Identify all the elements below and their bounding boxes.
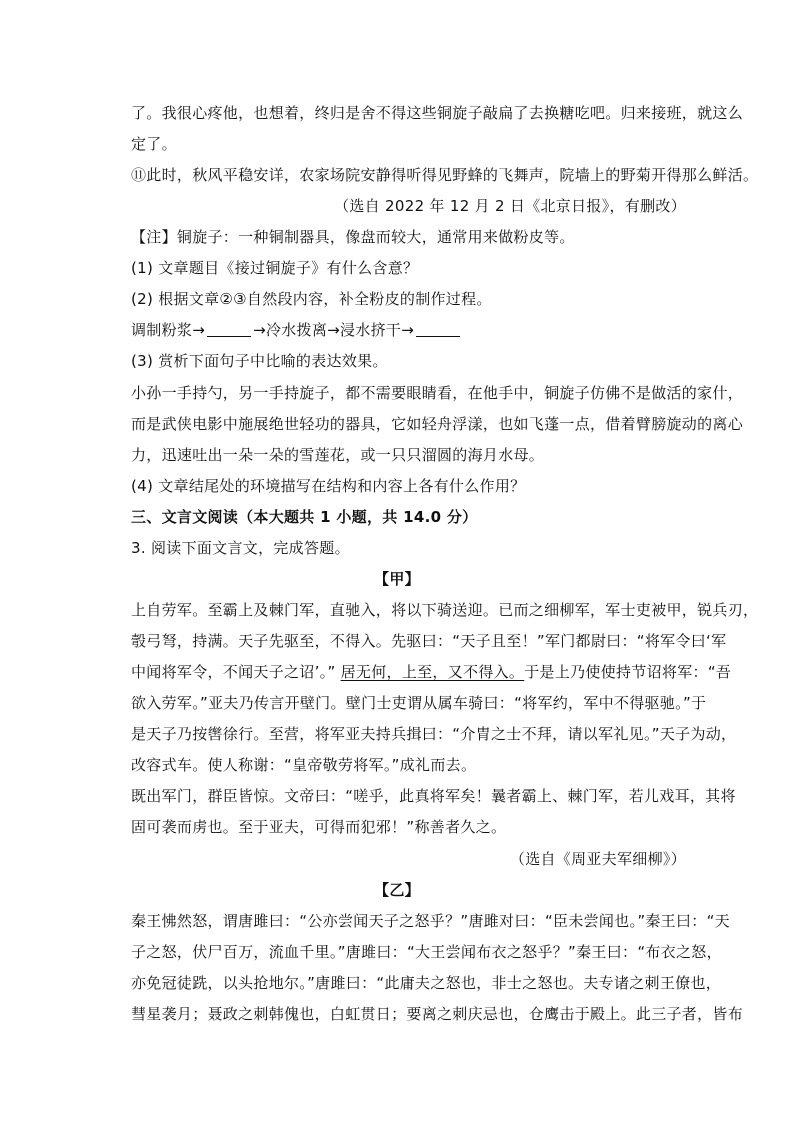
note: 【注】铜旋子：一种铜制器具，像盘而较大，通常用来做粉皮等。 (131, 228, 575, 246)
yi-title: 【乙】 (374, 881, 420, 899)
jia-line: 彀弓弩，持满。天子先驱至，不得入。先驱曰：“天子且至！”军门都尉曰：“将军令曰‘军 (131, 632, 727, 650)
yi-line: 彗星袭月；聂政之刺韩傀也，白虹贯日；要离之刺庆忌也，仓鹰击于殿上。此三子者，皆布 (131, 1005, 744, 1023)
jia-line: 欲入劳军。”亚夫乃传言开壁门。壁门士吏谓从属车骑曰：“将军约，军中不得驱驰。”于 (131, 694, 707, 712)
jia-line: 改容式车。使人称谢：“皇帝敬劳将军。”成礼而去。 (131, 756, 477, 774)
jia-line: 既出军门，群臣皆惊。文帝曰：“嗟乎，此真将军矣！曩者霸上、棘门军，若儿戏耳，其将 (131, 787, 736, 805)
source-citation: （选自 2022 年 12 月 2 日《北京日报》，有删改） (334, 197, 686, 215)
quote-line: 力，迅速吐出一朵一朵的雪莲花，或一只只溜圆的海月水母。 (131, 446, 545, 464)
jia-title: 【甲】 (374, 570, 420, 588)
question-2-flow (131, 320, 462, 340)
jia-line (131, 662, 731, 682)
question-4: (4) 文章结尾处的环境描写在结构和内容上各有什么作用？ (131, 477, 526, 495)
answer-blank-2[interactable] (416, 322, 460, 337)
underlined-sentence: 居无何，上至，又不得入。 (340, 663, 525, 681)
question-1: (1) 文章题目《接过铜旋子》有什么含意？ (131, 259, 419, 277)
jia-line: 上自劳军。至霸上及棘门军，直驰入，将以下骑送迎。已而之细柳军，军士吏被甲，锐兵刃， (131, 601, 759, 619)
quote-line: 小孙一手持勺，另一手持旋子，都不需要眼睛看，在他手中，铜旋子仿佛不是做活的家什， (131, 384, 744, 402)
jia-line-3-start: 中闻将军令，不闻天子之诏’。” (131, 663, 336, 681)
question-3: (3) 赏析下面句子中比喻的表达效果。 (131, 352, 388, 370)
answer-blank-1[interactable] (207, 322, 251, 337)
quote-line: 而是武侠电影中施展绝世轻功的器具，它如轻舟浮漾，也如飞蓬一点，借着臂膀旋动的离心 (131, 415, 744, 433)
section-3-title: 三、文言文阅读（本大题共 1 小题，共 14.0 分） (131, 508, 478, 526)
source-citation: （选自《周亚夫军细柳》） (509, 850, 686, 868)
yi-line: 秦王怫然怒，谓唐雎曰：“公亦尝闻天子之怒乎？”唐雎对曰：“臣未尝闻也。”秦王曰：“天 (131, 912, 730, 930)
item-3: 3. 阅读下面文言文，完成答题。 (131, 539, 350, 557)
paragraph-line: 定了。 (131, 135, 177, 153)
question-2: (2) 根据文章②③自然段内容，补全粉皮的制作过程。 (131, 290, 492, 308)
yi-line: 子之怒，伏尸百万，流血千里。”唐雎曰：“大王尝闻布衣之怒乎？”秦王曰：“布衣之怒， (131, 943, 722, 961)
yi-line: 亦免冠徒跣，以头抢地尔。”唐雎曰：“此庸夫之怒也，非士之怒也。夫专诸之刺王僚也， (131, 974, 722, 992)
paragraph-11: ⑪此时，秋风平稳安详，农家场院安静得听得见野蜂的飞舞声，院墙上的野菊开得那么鲜活。 (131, 166, 759, 184)
paragraph-line: 了。我很心疼他，也想着，终归是舍不得这些铜旋子敲扁了去换糖吃吧。归来接班，就这么 (131, 104, 744, 122)
jia-line-3-rest: 于是上乃使使持节诏将军：“吾 (524, 663, 732, 681)
jia-line: 是天子乃按辔徐行。至营，将军亚夫持兵揖曰：“介胄之士不拜，请以军礼见。”天子为动， (131, 725, 737, 743)
flow-part-2: →冷水拨离→浸水挤干→ (253, 321, 415, 339)
flow-part-1: 调制粉浆→ (131, 321, 206, 339)
jia-line: 固可袭而虏也。至于亚夫，可得而犯邪！”称善者久之。 (131, 818, 507, 836)
